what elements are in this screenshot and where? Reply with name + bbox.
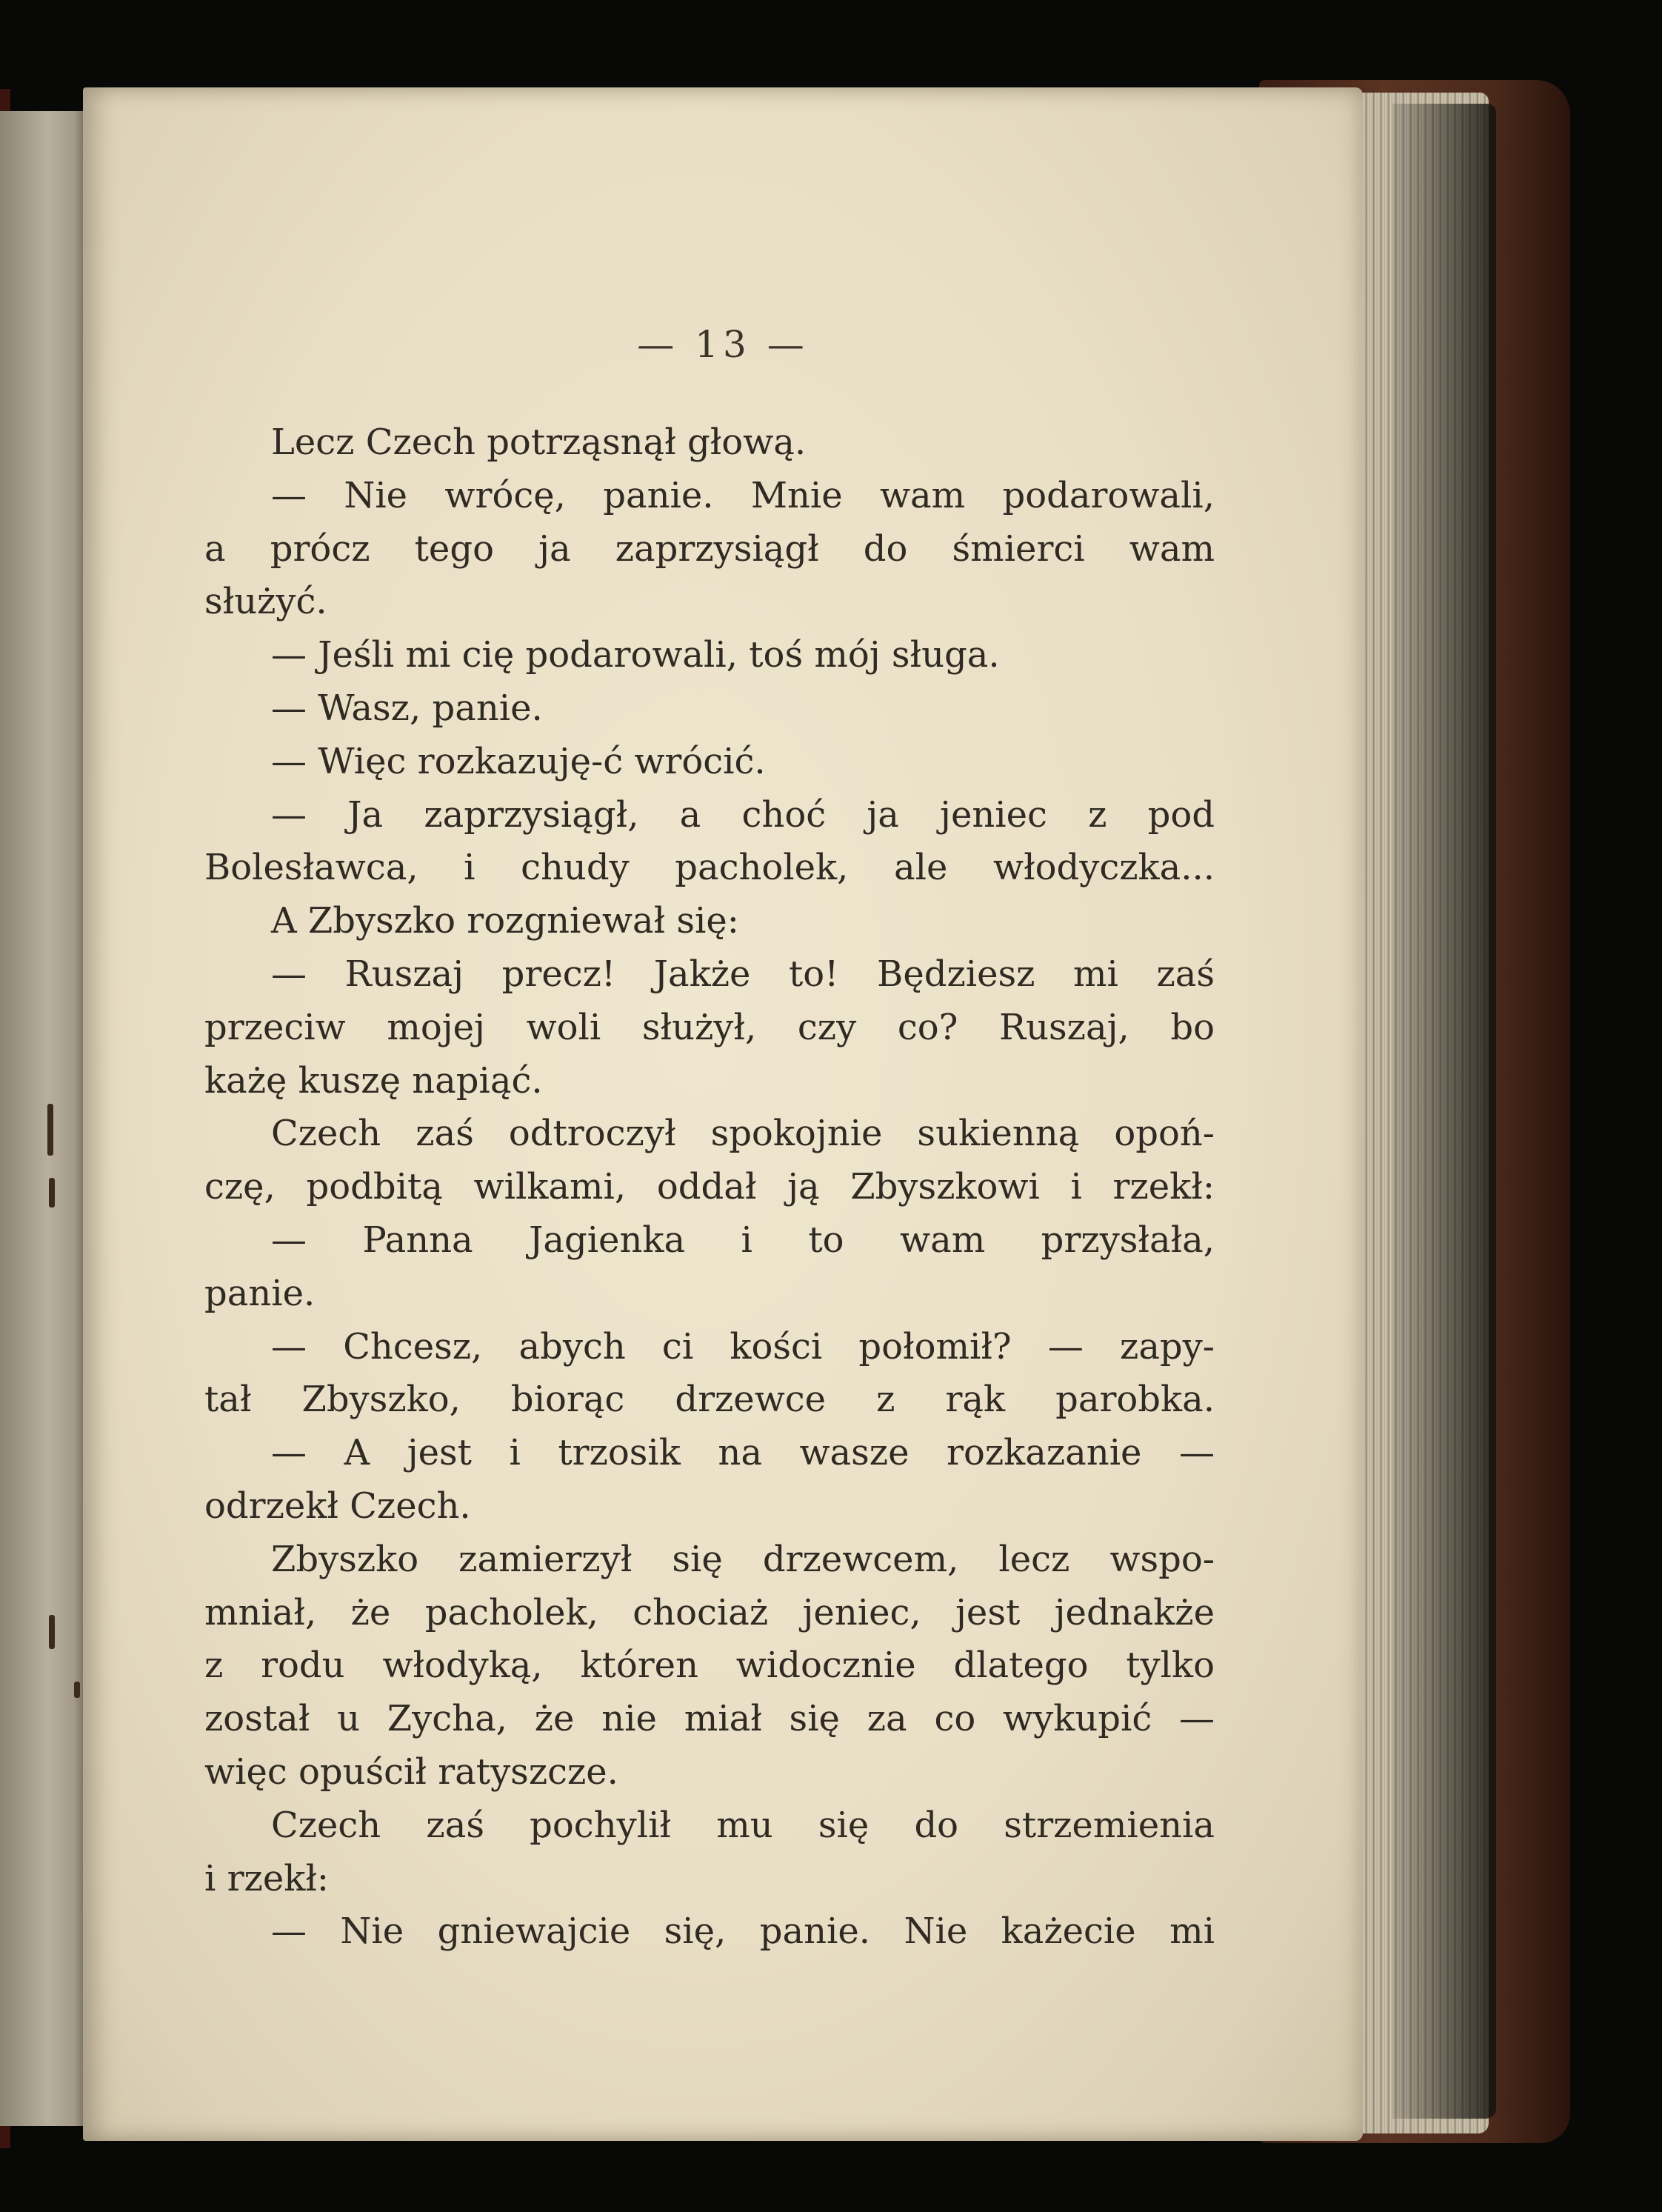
text-line: — Nie wrócę, panie. Mnie wam podarowali, — [271, 474, 1215, 516]
text-line: panie. — [204, 1272, 316, 1314]
margin-mark — [49, 1615, 55, 1649]
text-line: Czech zaś odtroczył spokojnie sukienną opoń- — [271, 1113, 1215, 1155]
text-line: — A jest i trzosik na wasze rozkazanie — — [271, 1432, 1215, 1474]
text-line: przeciw mojej woli służył, czy co? Ruszaj, bo — [204, 1006, 1215, 1048]
margin-mark — [47, 1104, 53, 1156]
text-line: każę kuszę napiąć. — [204, 1059, 543, 1102]
text-line: — Chcesz, abych ci kości połomił? — zapy- — [271, 1325, 1215, 1367]
text-line: — Jeśli mi cię podarowali, toś mój sługa. — [271, 634, 1000, 676]
text-line: służyć. — [204, 581, 327, 623]
left-page-edge — [0, 111, 87, 2126]
book-page — [83, 87, 1363, 2141]
text-line: odrzekł Czech. — [204, 1485, 471, 1527]
text-line: Zbyszko zamierzył się drzewcem, lecz wspo- — [271, 1538, 1215, 1580]
text-line: z rodu włodyką, któren widocznie dlatego tylko — [204, 1645, 1215, 1687]
page-text — [204, 416, 1215, 1959]
text-line: — Więc rozkazuję-ć wrócić. — [271, 740, 766, 782]
text-line: został u Zycha, że nie miał się za co wykupić — — [204, 1698, 1215, 1740]
text-line: — Ruszaj precz! Jakże to! Będziesz mi zaś — [271, 953, 1215, 995]
margin-mark — [49, 1178, 55, 1207]
text-line: — Nie gniewajcie się, panie. Nie każecie mi — [271, 1910, 1215, 1953]
margin-mark — [74, 1682, 80, 1698]
text-line: A Zbyszko rozgniewał się: — [271, 900, 739, 942]
text-line: — Panna Jagienka i to wam przysłała, — [271, 1219, 1215, 1261]
text-line: i rzekł: — [204, 1857, 330, 1899]
text-line: Lecz Czech potrząsnął głową. — [271, 422, 807, 463]
page-number: — 13 — — [637, 323, 809, 366]
page-block-shadow — [1392, 104, 1496, 2119]
text-line: więc opuścił ratyszcze. — [204, 1750, 618, 1793]
text-line: mniał, że pacholek, chociaż jeniec, jest jednakże — [204, 1591, 1215, 1633]
text-line: czę, podbitą wilkami, oddał ją Zbyszkowi i rzekł: — [204, 1166, 1215, 1208]
text-line: Czech zaś pochylił mu się do strzemienia — [271, 1804, 1215, 1846]
text-line: — Wasz, panie. — [271, 687, 543, 729]
text-line: — Ja zaprzysiągł, a choć ja jeniec z pod — [271, 793, 1215, 836]
text-line: a prócz tego ja zaprzysiągł do śmierci wam — [204, 527, 1215, 570]
text-line: Bolesławca, i chudy pacholek, ale włodyczka... — [204, 847, 1215, 889]
text-line: tał Zbyszko, biorąc drzewce z rąk parobka. — [204, 1379, 1215, 1421]
